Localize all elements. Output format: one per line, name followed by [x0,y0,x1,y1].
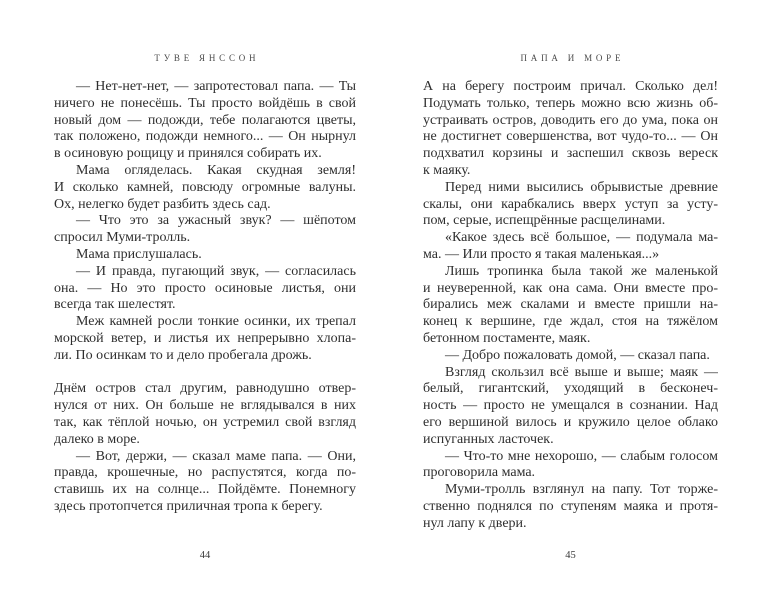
text-line: всегда так шелестят. [54,297,176,313]
text-line: — Вот, держи, — сказал маме папа. — Они, [76,448,356,464]
text-line: Мама прислушалась. [76,246,202,262]
text-line: подхватил корзины и заспешил сквозь вереск [423,146,718,162]
text-line: новый дом — подожди, тебе полагаются цветы, [54,112,356,128]
text-line: ственно поднялся по ступеням маяка и протя- [423,498,718,514]
paragraph [54,264,356,314]
text-line: к маяку. [423,162,471,178]
paragraph [54,449,356,516]
paragraph [54,247,356,264]
paragraph [423,365,718,449]
left-page [54,0,356,611]
text-line: правда, крошечные, но распустятся, когда по- [54,465,356,481]
paragraph [423,264,718,348]
text-line: так положено, подожди немного... — Он нырнул [54,129,356,145]
text-line: ность — просто не умещался в сознании. Над [423,398,718,414]
text-line: так, как тёплой ночью, он устремил свой взгляд [54,414,356,430]
text-line: Днём остров стал другим, равнодушно отвер- [54,381,356,397]
text-line: она. — Но это просто осиновые листья, они [54,280,356,296]
page-number-left: 44 [199,550,211,561]
text-line: И сколько камней, повсюду огромные валуны. [54,179,356,195]
right-page-text [423,79,718,533]
running-head-author: ТУВЕ ЯНССОН [154,53,260,63]
right-page [423,0,718,611]
text-line: скалы, они карабкались вверх уступ за усту- [423,196,718,212]
text-line: ма. — Или просто я такая маленькая...» [423,246,660,262]
text-line: А на берегу построим причал. Сколько дел! [423,79,718,94]
text-line: морской ветер, и листья их непрерывно хлопа- [54,330,356,346]
paragraph [423,482,718,532]
text-line: пом, серые, испещрённые расщелинами. [423,213,666,229]
text-line: не достигнет совершенства, вот чудо-то... — Он [423,129,718,145]
text-line: Подумать только, теперь можно всю жизнь об- [423,95,718,111]
text-line: — Что-то мне нехорошо, — слабым голосом [445,448,718,464]
text-line: здесь протопчется приличная тропа к берегу. [54,498,323,514]
paragraph [54,163,356,213]
text-line: ничего не понесёшь. Ты просто войдёшь в свой [54,95,356,111]
text-line: ли. По осинкам то и дело пробегала дрожь. [54,347,312,363]
text-line: его вершиной вилось и кружило целое облако [423,414,718,430]
text-line: — Нет-нет-нет, — запротестовал папа. — Ты [76,79,356,94]
text-line: — И правда, пугающий звук, — согласилась [76,263,356,279]
paragraph [54,213,356,247]
text-line: проговорила мама. [423,465,536,481]
text-line: — Добро пожаловать домой, — сказал папа. [445,347,710,363]
text-line: Взгляд скользил всё выше и выше; маяк — [445,364,718,380]
text-line: Мама огляделась. Какая скудная земля! [76,162,356,178]
paragraph [54,381,356,448]
text-line: «Какое здесь всё большое, — подумала ма- [445,230,718,246]
text-line: бирались меж скалами и вместе пришли на- [423,297,718,313]
text-line: Муми-тролль взглянул на папу. Тот торже- [445,482,718,498]
text-line: и неуверенной, как она сама. Они вместе про- [423,280,718,296]
paragraph [423,348,718,365]
text-line: ставишь их на солнце... Пойдёмте. Понемногу [54,482,356,498]
text-line: в осиновую рощицу и принялся собирать их. [54,146,322,162]
text-line: устраивать остров, доводить его до ума, пока он [423,112,718,128]
text-line: испуганных ласточек. [423,431,554,447]
paragraph [423,230,718,264]
text-line: спросил Муми-тролль. [54,230,191,246]
paragraph [423,180,718,230]
text-line: бетонном постаменте, маяк. [423,330,591,346]
text-line: нулся от них. Он больше не вглядывался в них [54,398,356,414]
paragraph [54,79,356,163]
running-head-title: ПАПА И МОРЕ [520,53,625,63]
text-line: Перед ними высились обрывистые древние [445,179,718,195]
text-line: конец к вершине, где ждал, стоя на тяжёлом [423,314,718,330]
text-line: нул лапу к двери. [423,515,527,531]
text-line: Ох, нелегко будет разбить здесь сад. [54,196,271,212]
text-line: белый, гигантский, уходящий в бесконеч- [423,381,718,397]
text-line: Лишь тропинка была такой же маленькой [445,263,718,279]
paragraph [423,79,718,180]
paragraph [423,449,718,483]
left-page-text [54,79,356,516]
page-number-right: 45 [565,550,576,561]
paragraph [54,314,356,364]
text-line: — Что это за ужасный звук? — шёпотом [76,213,356,229]
text-line: Меж камней росли тонкие осинки, их трепал [76,314,356,330]
text-line: далеко в море. [54,431,140,447]
